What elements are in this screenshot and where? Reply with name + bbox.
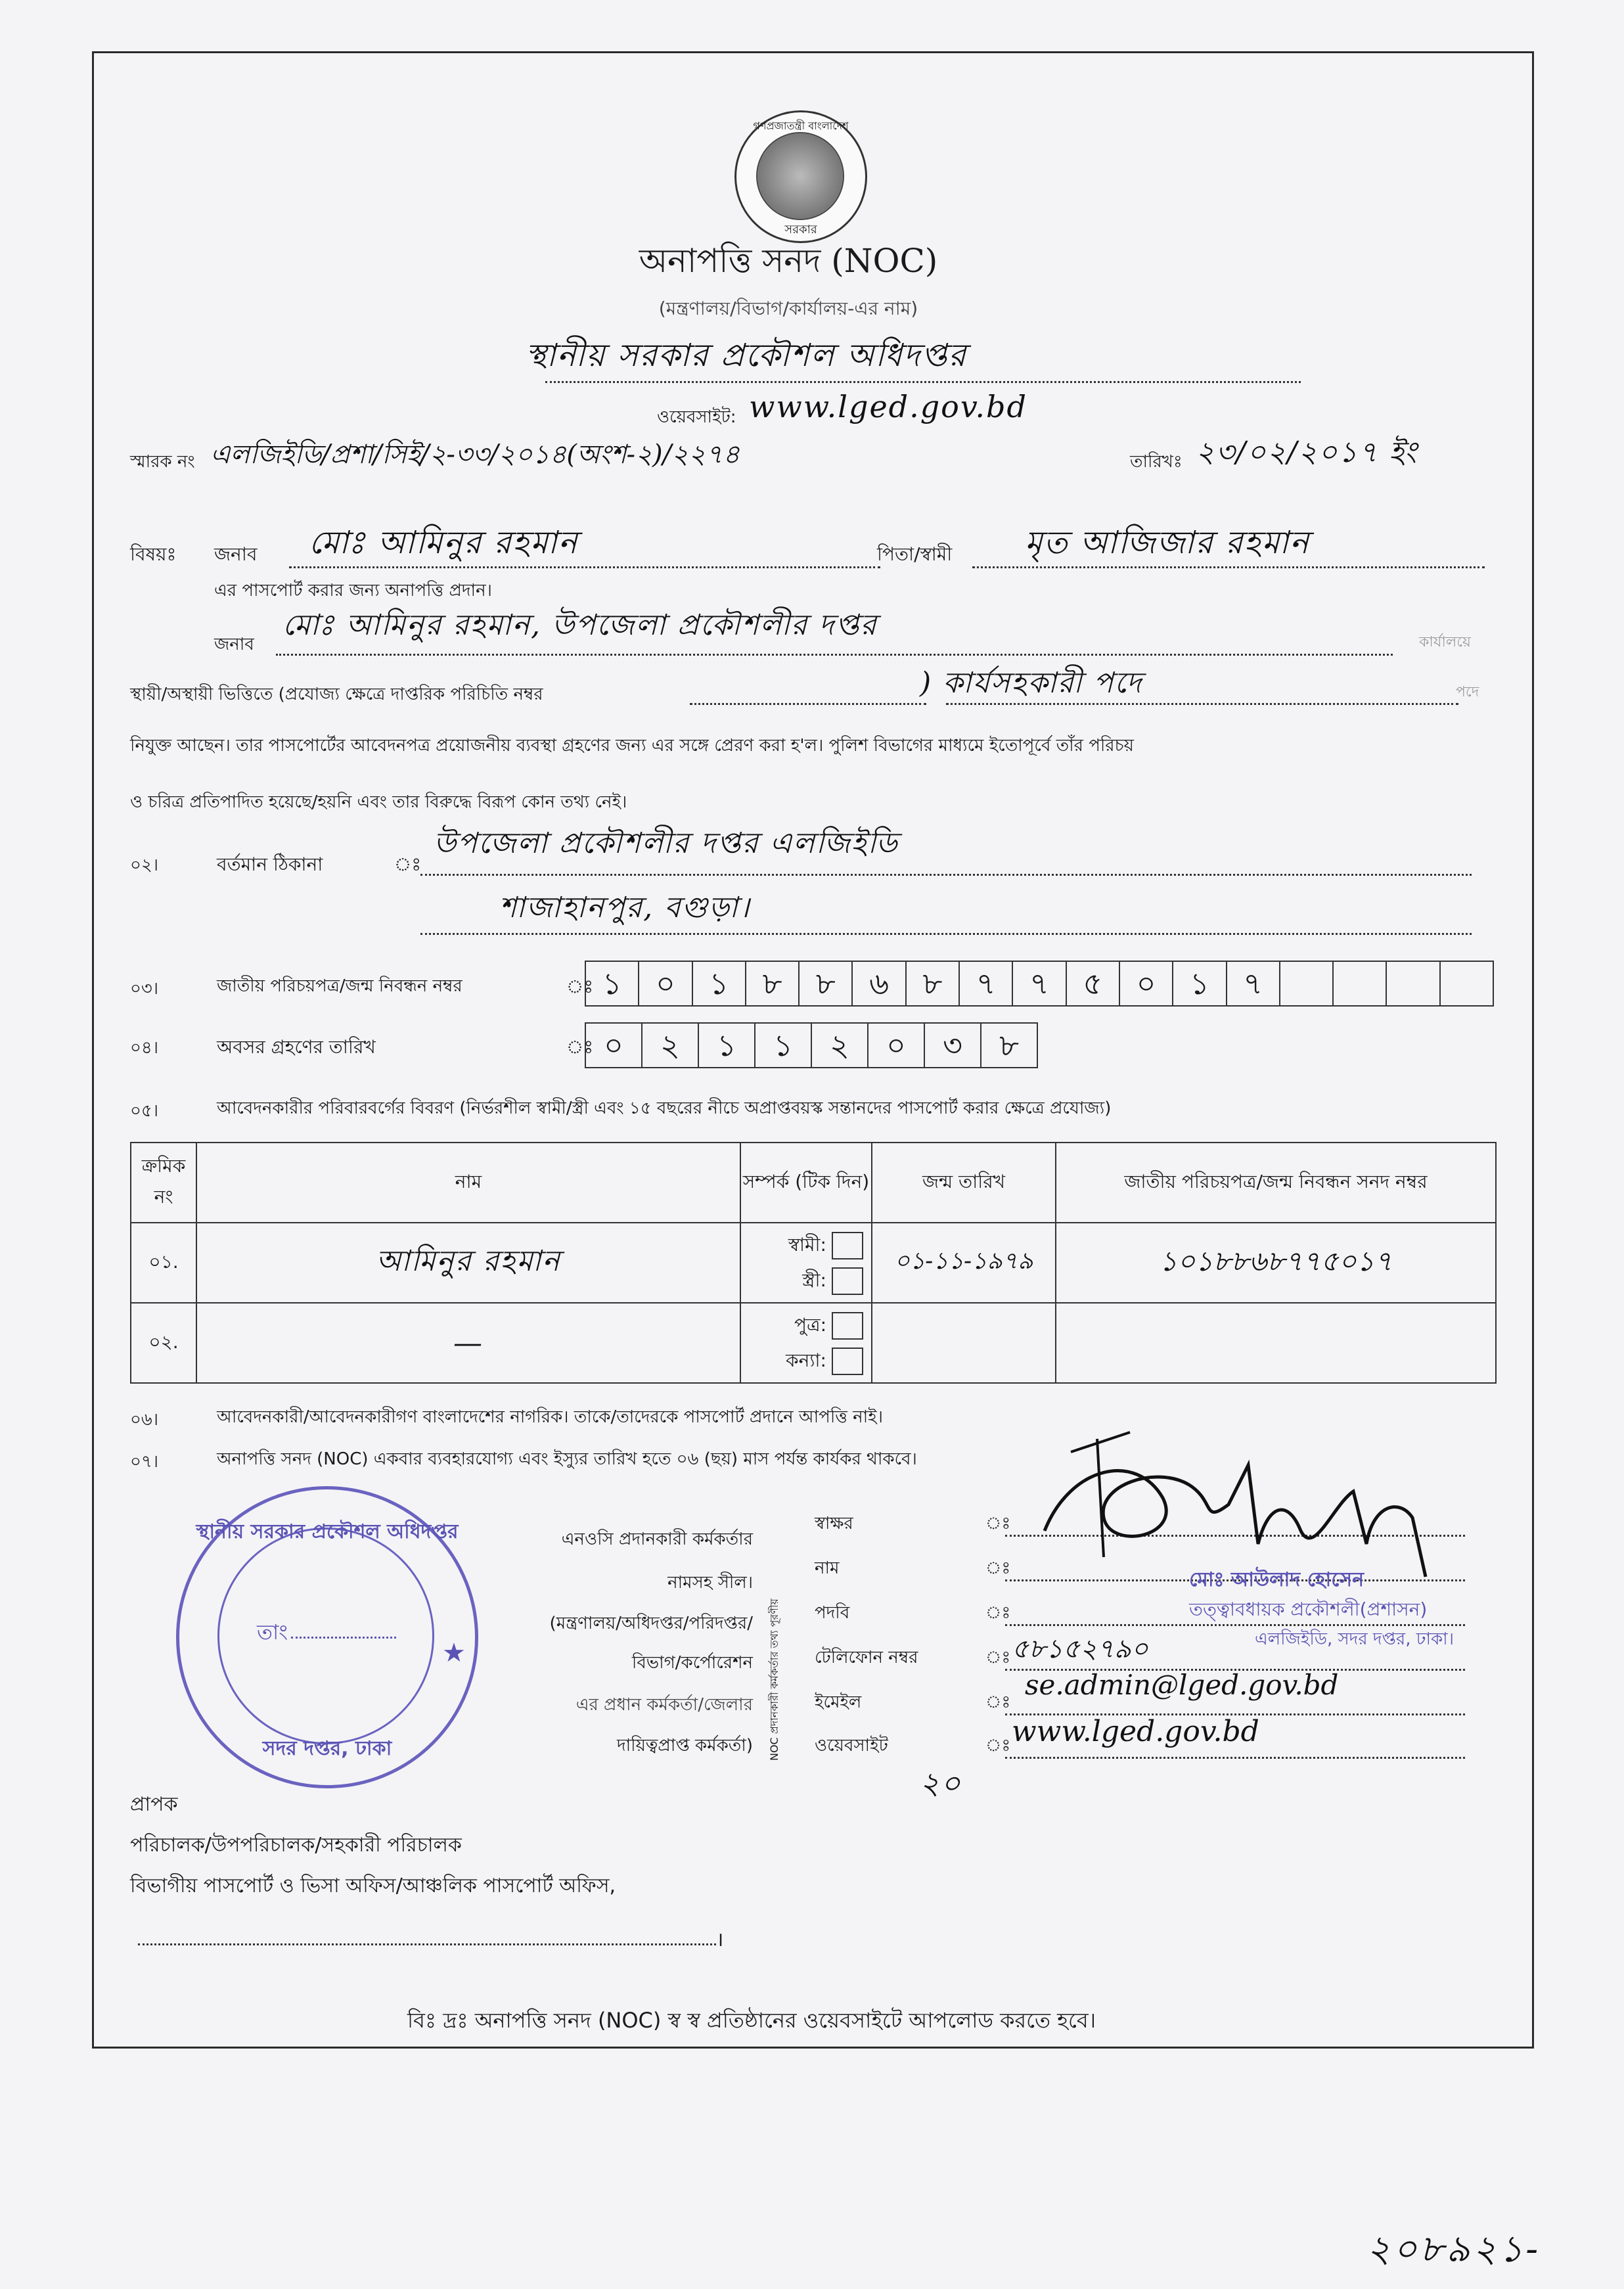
document-title: অনাপত্তি সনদ (NOC)	[639, 242, 938, 280]
government-emblem	[734, 110, 867, 243]
row-serial: ০১.	[131, 1223, 196, 1303]
sig-field-label: পদবি	[815, 1603, 850, 1623]
nid-digit: ৬	[853, 962, 906, 1005]
nid-boxes	[585, 961, 1494, 1007]
wife-checkbox[interactable]	[832, 1267, 863, 1295]
relation-husband-label: স্বামী:	[788, 1234, 826, 1256]
sig-field-label: ইমেইল	[815, 1692, 862, 1712]
retire-digit: ১	[699, 1024, 756, 1067]
nid-digit: ০	[1120, 962, 1173, 1005]
retire-digit: ২	[643, 1024, 699, 1067]
address-line1: উপজেলা প্রকৌশলীর দপ্তর এলজিইডি	[434, 827, 899, 860]
memo-value: এলজিইডি/প্রশা/সিই/২-৩৩/২০১৪(অংশ-২)/২২৭৪	[210, 440, 740, 470]
retire-digit: ৮	[999, 1028, 1019, 1063]
sig-website-value: www.lged.gov.bd	[1012, 1715, 1259, 1748]
side-vertical-text: NOC প্রদানকারী কর্মকর্তার তথ্য পূরণীয়	[768, 1598, 780, 1761]
nid-digit: ১	[693, 962, 746, 1005]
post-suffix: পদে	[1456, 684, 1479, 700]
row-dob	[872, 1303, 1056, 1383]
officer-line: নামসহ সীল।	[667, 1573, 753, 1593]
footer-note: বিঃ দ্রঃ অনাপত্তি সনদ (NOC) স্ব স্ব প্রতিষ্ঠানের ওয়েবসাইটে আপলোড করতে হবে।	[407, 2008, 1096, 2033]
mr-label: জনাব	[214, 543, 258, 565]
officer-line: এনওসি প্রদানকারী কর্মকর্তার	[561, 1530, 753, 1549]
item-06-number: ০৬।	[130, 1410, 159, 1430]
retire-digit: ০	[868, 1024, 925, 1067]
item-03-number: ০৩।	[130, 979, 159, 999]
sig-field-label: স্বাক্ষর	[815, 1514, 853, 1533]
nid-digit: ০	[639, 962, 692, 1005]
relation-wife-label: স্ত্রী:	[802, 1269, 826, 1291]
post-value: ) কার্যসহকারী পদে	[920, 666, 1143, 700]
office-seal-stamp	[176, 1486, 478, 1788]
table-row	[131, 1303, 1496, 1383]
star-icon: ★	[442, 1638, 466, 1668]
recipient-line1: পরিচালক/উপপরিচালক/সহকারী পরিচালক	[130, 1834, 462, 1857]
item-06-text: আবেদনকারী/আবেদনকারীগণ বাংলাদেশের নাগরিক। তাকে/তাদেরকে পাসপোর্ট প্রদানে আপত্তি নাই।	[217, 1407, 884, 1427]
address-label: বর্তমান ঠিকানা	[217, 853, 323, 875]
sig-field-label: নাম	[815, 1558, 840, 1578]
row-dob: ০১-১১-১৯৭৯	[872, 1223, 1056, 1303]
page-mark: ২০৮৯২১-	[1366, 2228, 1541, 2271]
item-07-text: অনাপত্তি সনদ (NOC) একবার ব্যবহারযোগ্য এবং ইস্যুর তারিখ হতে ০৬ (ছয়) মাস পর্যন্ত কার্যকর থাকবে।	[217, 1449, 917, 1469]
row-nid: ১০১৮৮৬৮৭৭৫০১৭	[1056, 1223, 1496, 1303]
row-serial: ০২.	[131, 1303, 196, 1383]
document-page: গণপ্রজাতন্ত্রী বাংলাদেশ সরকার অনাপত্তি সনদ (NOC) (মন্ত্রণালয়/বিভাগ/কার্যালয়-এর নাম) স্থানীয় সরকার প্রকৌশল অধিদপ্তর ওয়েবসাইট: www.lged.gov.bd স্মারক নং এলজিইডি/প্রশা/সিই/২-৩৩/২০১৪(অংশ-২)/২২৭৪ তারিখঃ ২৩/০২/২০১৭ ইং বিষয়ঃ জনাব মোঃ আমিনুর রহমান পিতা/স্বামী মৃত আজিজার রহমান এর পাসপোর্ট করার জন্য অনাপত্তি প্রদান। জনাব মোঃ আমিনুর রহমান, উপজেলা প্রকৌশলীর দপ্তর কার্যালয়ে স্থায়ী/অস্থায়ী ভিত্তিতে (প্রযোজ্য ক্ষেত্রে দাপ্তরিক পরিচিতি নম্বর ) কার্যসহকারী পদে পদে নিযুক্ত আছেন। তার পাসপোর্টের আবেদনপত্র প্রয়োজনীয় ব্যবস্থা গ্রহণের জন্য এর সঙ্গে প্রেরণ করা হ'ল। পুলিশ বিভাগের মাধ্যমে ইতোপূর্বে তাঁর পরিচয় ও চরিত্র প্রতিপাদিত হয়েছে/হয়নি এবং তার বিরুদ্ধে বিরূপ কোন তথ্য নেই। ০২। বর্তমান ঠিকানা ঃ উপজেলা প্রকৌশলীর দপ্তর এলজিইডি শাজাহানপুর, বগুড়া। ০৩। জাতীয় পরিচয়পত্র/জন্ম নিবন্ধন নম্বর ঃ ১ ০ ১ ৮ ৮ ৬ ৮ ৭ ৭ ৫ ০ ১ ৭ ০৪। অবসর গ্রহণের তারিখ ঃ ০ ২ ১ ১ ২ ০ ৩ ৮ ০৫। আবেদনকারীর পরিবারবর্গের বিবরণ (নির্ভরশীল স্বামী/স্ত্রী এবং ১৫ বছরের নীচে অপ্রাপ্তবয়স্ক সন্তানদের পাসপোর্ট করার ক্ষেত্রে প্রযোজ্য) ক্রমিক নং নাম সম্পর্ক (টিক দিন) জন্ম তারিখ জাতীয় পরিচয়পত্র/জন্ম নিবন্ধন সনদ নম্বর ০১. আমিনুর রহমান স্বামী: স্ত্রী: ০১-১১-১৯৭৯ ১০১৮৮৬৮৭৭৫০১৭ ০২. — পুত্র: কন্যা: ০৬। আবেদনকারী/আবেদনকারীগণ বাংলাদেশের নাগরিক। তাকে/তাদেরকে পাসপোর্ট প্রদানে আপত্তি নাই। ০৭। অনাপত্তি সনদ (NOC) একবার ব্যবহারযোগ্য এবং ইস্যুর তারিখ হতে ০৬ (ছয়) মাস পর্যন্ত কার্যকর থাকবে। স্থানীয় সরকার প্রকৌশল অধিদপ্তর তাং সদর দপ্তর, ঢাকা ★ এনওসি প্রদানকারী কর্মকর্তার নামসহ সীল। (মন্ত্রণালয়/অধিদপ্তর/পরিদপ্তর/ বিভাগ/কর্পোরেশন এর প্রধান কর্মকর্তা/জেলার দায়িত্বপ্রাপ্ত কর্মকর্তা) NOC প্রদানকারী কর্মকর্তার তথ্য পূরণীয় স্বাক্ষর নাম পদবি টেলিফোন নম্বর ইমেইল ওয়েবসাইট ঃ ঃ ঃ ঃ ঃ ঃ মোঃ আউলাদ হোসেন তত্ত্বাবধায়ক প্রকৌশলী(প্রশাসন) এলজিইডি, সদর দপ্তর, ঢাকা। ৫৮১৫২৭৯০ se.admin@lged.gov.bd www.lged.gov.bd ২০ প্রাপক পরিচালক/উপপরিচালক/সহকারী পরিচালক বিভাগীয় পাসপোর্ট ও ভিসা অফিস/আঞ্চলিক পাসপোর্ট অফিস, । বিঃ দ্রঃ অনাপত্তি সনদ (NOC) স্ব স্ব প্রতিষ্ঠানের ওয়েবসাইটে আপলোড করতে হবে। ২০৮৯২১-	[0, 0, 1624, 2289]
sig-designation-value: তত্ত্বাবধায়ক প্রকৌশলী(প্রশাসন)	[1189, 1598, 1428, 1620]
stamp-top-text: স্থানীয় সরকার প্রকৌশল অধিদপ্তর	[196, 1520, 459, 1543]
row-name: —	[196, 1303, 740, 1383]
website-label: ওয়েবসাইট:	[657, 407, 736, 427]
row-relation	[740, 1303, 872, 1383]
address-line2: শাজাহানপুর, বগুড়া।	[499, 891, 751, 924]
stamp-bottom-text: সদর দপ্তর, ঢাকা	[262, 1737, 392, 1760]
sig-field-label: টেলিফোন নম্বর	[815, 1648, 918, 1667]
retire-boxes	[585, 1022, 1038, 1068]
sig-email-value: se.admin@lged.gov.bd	[1025, 1669, 1339, 1701]
memo-label: স্মারক নং	[130, 452, 195, 472]
nid-digit: ১	[586, 962, 639, 1005]
col-nid: জাতীয় পরিচয়পত্র/জন্ম নিবন্ধন সনদ নম্বর	[1056, 1143, 1496, 1223]
family-table	[130, 1142, 1497, 1384]
nid-digit: ৫	[1067, 962, 1120, 1005]
paragraph-1: নিযুক্ত আছেন। তার পাসপোর্টের আবেদনপত্র প্রয়োজনীয় ব্যবস্থা গ্রহণের জন্য এর সঙ্গে প্রেরণ করা হ'ল। পুলিশ বিভাগের মাধ্যমে ইতোপূর্বে তাঁর পরিচয়	[130, 736, 1134, 756]
seal-designation-line2: এলজিইডি, সদর দপ্তর, ঢাকা।	[1255, 1629, 1455, 1649]
subject-label: বিষয়ঃ	[130, 543, 177, 565]
recipient-label: প্রাপক	[130, 1793, 178, 1816]
nid-digit: ৮	[746, 962, 800, 1005]
sig-phone-value: ৫৮১৫২৭৯০	[1012, 1634, 1148, 1664]
col-serial: ক্রমিক নং	[131, 1143, 196, 1223]
nid-digit: ৮	[800, 962, 853, 1005]
officer-line: বিভাগ/কর্পোরেশন	[631, 1653, 753, 1673]
father-label: পিতা/স্বামী	[877, 543, 953, 565]
retire-digit: ০	[586, 1024, 643, 1067]
permanent-label: স্থায়ী/অস্থায়ী ভিত্তিতে (প্রযোজ্য ক্ষেত্রে দাপ্তরিক পরিচিতি নম্বর	[130, 685, 543, 704]
nid-digit: ৭	[1227, 962, 1280, 1005]
row-relation	[740, 1223, 872, 1303]
date-label: তারিখঃ	[1130, 452, 1183, 472]
initials-mark: ২০	[920, 1765, 962, 1801]
nid-digit: ৭	[1013, 962, 1066, 1005]
emblem-bottom-text: সরকার	[784, 223, 817, 237]
son-checkbox[interactable]	[832, 1312, 863, 1340]
retire-digit: ১	[756, 1024, 812, 1067]
officer-line: (মন্ত্রণালয়/অধিদপ্তর/পরিদপ্তর/	[549, 1614, 753, 1633]
stamp-date-label: তাং	[257, 1620, 288, 1644]
row-name: আমিনুর রহমান	[196, 1223, 740, 1303]
relation-son-label: পুত্র:	[794, 1314, 826, 1336]
relation-daughter-label: কন্যা:	[786, 1349, 826, 1371]
nid-digit: ৮	[907, 962, 960, 1005]
item-07-number: ০৭।	[130, 1452, 159, 1472]
nid-digit: ১	[1173, 962, 1227, 1005]
nid-digit: ৭	[960, 962, 1013, 1005]
sig-field-label: ওয়েবসাইট	[815, 1736, 888, 1756]
item-04-number: ০৪।	[130, 1038, 159, 1058]
mr-label-2: জনাব	[214, 635, 254, 654]
col-name: নাম	[196, 1143, 740, 1223]
retire-digit: ২	[812, 1024, 868, 1067]
recipient-line2: বিভাগীয় পাসপোর্ট ও ভিসা অফিস/আঞ্চলিক পাসপোর্ট অফিস,	[130, 1874, 616, 1897]
designation-value: মোঃ আমিনুর রহমান, উপজেলা প্রকৌশলীর দপ্তর	[282, 608, 878, 642]
item-05-text: আবেদনকারীর পরিবারবর্গের বিবরণ (নির্ভরশীল স্বামী/স্ত্রী এবং ১৫ বছরের নীচে অপ্রাপ্তবয়স্ক সন্তানদের পাসপোর্ট করার ক্ষেত্রে প্রযোজ্য)	[217, 1099, 1112, 1118]
designation-suffix: কার্যালয়ে	[1419, 634, 1472, 650]
website-value: www.lged.gov.bd	[749, 389, 1027, 424]
retire-label: অবসর গ্রহণের তারিখ	[217, 1036, 376, 1058]
retire-digit: ৩	[925, 1024, 981, 1067]
officer-line: দায়িত্বপ্রাপ্ত কর্মকর্তা)	[616, 1736, 753, 1756]
ministry-value: স্থানীয় সরকার প্রকৌশল অধিদপ্তর	[526, 337, 968, 374]
item-02-number: ০২।	[130, 855, 159, 875]
item-05-number: ০৫।	[130, 1101, 159, 1121]
table-row	[131, 1223, 1496, 1303]
paragraph-2: ও চরিত্র প্রতিপাদিত হয়েছে/হয়নি এবং তার বিরুদ্ধে বিরূপ কোন তথ্য নেই।	[130, 792, 627, 812]
daughter-checkbox[interactable]	[832, 1348, 863, 1375]
col-relation: সম্পর্ক (টিক দিন)	[740, 1143, 872, 1223]
subject-line2: এর পাসপোর্ট করার জন্য অনাপত্তি প্রদান।	[214, 581, 492, 601]
nid-label: জাতীয় পরিচয়পত্র/জন্ম নিবন্ধন নম্বর	[217, 976, 462, 996]
officer-line: এর প্রধান কর্মকর্তা/জেলার	[575, 1695, 753, 1715]
husband-checkbox[interactable]	[832, 1232, 863, 1259]
emblem-top-text: গণপ্রজাতন্ত্রী বাংলাদেশ	[753, 120, 849, 132]
applicant-name: মোঃ আমিনুর রহমান	[309, 524, 579, 561]
date-value: ২৩/০২/২০১৭ ইং	[1196, 436, 1418, 469]
col-dob: জন্ম তারিখ	[872, 1143, 1056, 1223]
father-value: মৃত আজিজার রহমান	[1025, 524, 1310, 561]
row-nid	[1056, 1303, 1496, 1383]
ministry-label: (মন্ত্রণালয়/বিভাগ/কার্যালয়-এর নাম)	[658, 298, 918, 319]
sig-name-value: মোঃ আউলাদ হোসেন	[1189, 1568, 1364, 1591]
